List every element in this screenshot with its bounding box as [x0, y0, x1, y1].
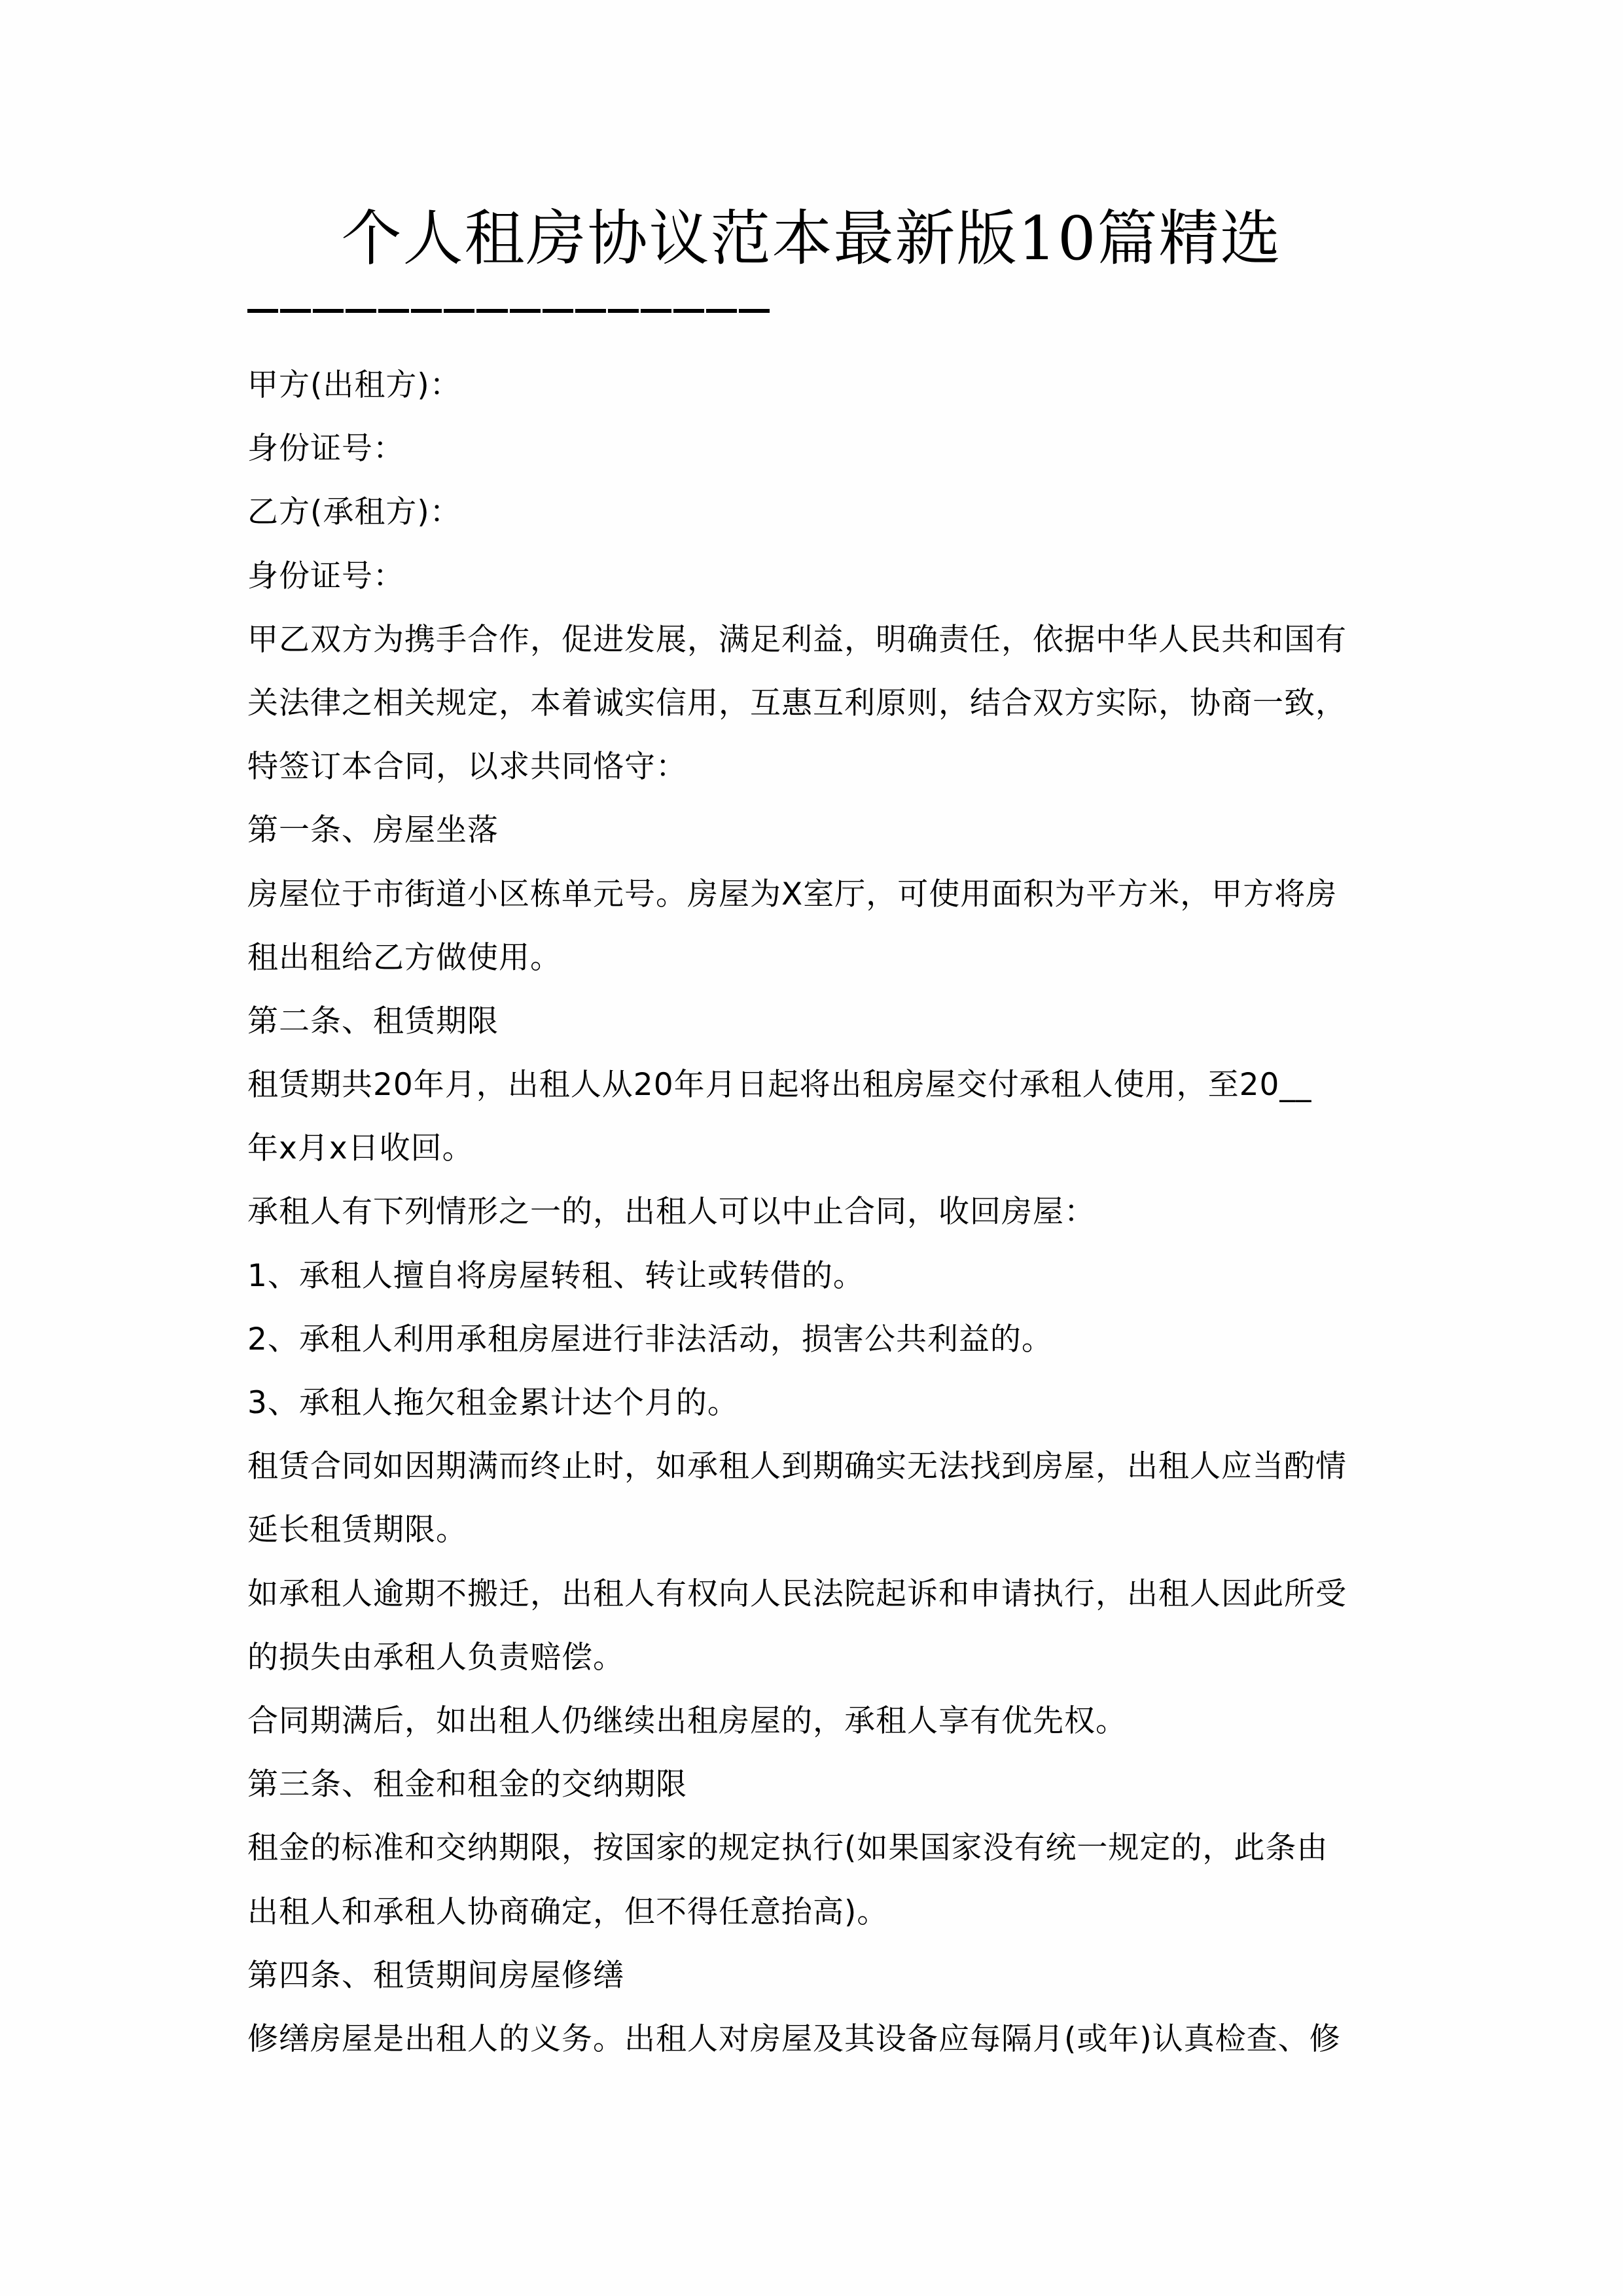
list-item-2: 2、承租人利用承租房屋进行非法活动，损害公共利益的。 — [247, 1321, 1053, 1357]
separator-dash — [280, 309, 311, 313]
separator-dash — [411, 309, 442, 313]
separator-dash — [739, 309, 770, 313]
article-2-text: 租赁合同如因期满而终止时，如承租人到期确实无法找到房屋，出租人应当酌情 — [247, 1448, 1347, 1485]
article-3-heading: 第三条、租金和租金的交纳期限 — [247, 1767, 687, 1803]
separator-dash — [378, 309, 409, 313]
separator-dash — [543, 309, 573, 313]
contract-body — [247, 353, 1389, 2071]
separator-dash — [641, 309, 671, 313]
article-2-text: 承租人有下列情形之一的，出租人可以中止合同，收回房屋： — [247, 1194, 1096, 1230]
separator-dash — [575, 309, 606, 313]
separator-dash — [476, 309, 507, 313]
list-item-1: 1、承租人擅自将房屋转租、转让或转借的。 — [247, 1257, 865, 1294]
party-b-id-label: 身份证号： — [247, 558, 404, 594]
party-b-label: 乙方(承租方)： — [247, 494, 461, 531]
separator-dash — [706, 309, 737, 313]
separator-dash — [608, 309, 639, 313]
article-3-text: 出租人和承租人协商确定，但不得任意抬高)。 — [247, 1893, 889, 1930]
article-2-text: 的损失由承租人负责赔偿。 — [247, 1639, 624, 1676]
party-a-id-label: 身份证号： — [247, 431, 404, 467]
separator-dash — [247, 309, 278, 313]
preamble-line: 特签订本合同，以求共同恪守： — [247, 749, 687, 785]
article-4-text: 修缮房屋是出租人的义务。出租人对房屋及其设备应每隔月(或年)认真检查、修 — [247, 2020, 1341, 2057]
article-2-text: 延长租赁期限。 — [247, 1512, 467, 1549]
document-title: 个人租房协议范本最新版10篇精选 — [341, 204, 1282, 274]
separator-dash — [510, 309, 541, 313]
article-1-text: 租出租给乙方做使用。 — [247, 939, 562, 976]
party-a-label: 甲方(出租方)： — [247, 367, 461, 403]
article-2-text: 如承租人逾期不搬迁，出租人有权向人民法院起诉和申请执行，出租人因此所受 — [247, 1575, 1347, 1612]
article-1-heading: 第一条、房屋坐落 — [247, 812, 499, 849]
separator-dash — [346, 309, 376, 313]
preamble-line: 甲乙双方为携手合作，促进发展，满足利益，明确责任，依据中华人民共和国有 — [247, 621, 1347, 658]
article-3-text: 租金的标准和交纳期限，按国家的规定执行(如果国家没有统一规定的，此条由 — [247, 1830, 1329, 1867]
separator-dash — [313, 309, 344, 313]
title-separator — [247, 309, 770, 313]
separator-dash — [444, 309, 474, 313]
article-2-heading: 第二条、租赁期限 — [247, 1003, 499, 1039]
article-1-text: 房屋位于市街道小区栋单元号。房屋为X室厅，可使用面积为平方米，甲方将房 — [247, 876, 1338, 912]
article-2-text: 合同期满后，如出租人仍继续出租房屋的，承租人享有优先权。 — [247, 1702, 1127, 1739]
article-4-heading: 第四条、租赁期间房屋修缮 — [247, 1957, 624, 1994]
preamble-line: 关法律之相关规定，本着诚实信用，互惠互利原则，结合双方实际，协商一致， — [247, 685, 1347, 721]
separator-dash — [673, 309, 704, 313]
article-2-text: 年x月x日收回。 — [247, 1130, 474, 1167]
article-2-text: 租赁期共20年月，出租人从20年月日起将出租房屋交付承租人使用，至20__ — [247, 1067, 1312, 1103]
list-item-3: 3、承租人拖欠租金累计达个月的。 — [247, 1385, 739, 1421]
